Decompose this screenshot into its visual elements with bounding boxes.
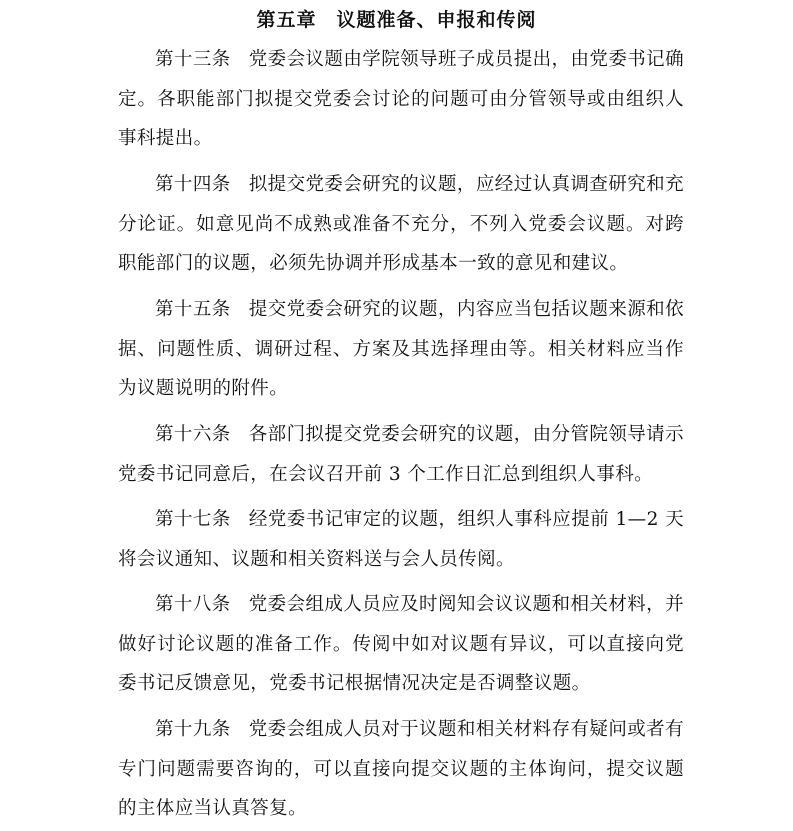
- article-number: 第十三条: [155, 49, 231, 70]
- article-text: 拟提交党委会研究的议题，应经过认真调查研究和充分论证。如意见尚不成熟或准备不充分，不列入党委会议题。对跨职能部门的议题，必须先协调并形成基本一致的意见和建议。: [118, 174, 685, 274]
- article-number: 第十八条: [155, 594, 231, 615]
- article-number: 第十七条: [155, 509, 231, 530]
- article-17: [118, 500, 684, 579]
- article-text: 党委会组成人员对于议题和相关材料存有疑问或者有专门问题需要咨询的，可以直接向提交议题的主体询问，提交议题的主体应当认真答复。: [118, 719, 685, 819]
- article-15: [118, 290, 684, 409]
- chapter-title: 第五章 议题准备、申报和传阅: [256, 9, 537, 31]
- article-number: 第十四条: [155, 174, 231, 195]
- article-19: [118, 710, 684, 829]
- article-text: 经党委书记审定的议题，组织人事科应提前 1—2 天将会议通知、议题和相关资料送与会人员传阅。: [118, 509, 684, 570]
- article-text: 党委会议题由学院领导班子成员提出，由党委书记确定。各职能部门拟提交党委会讨论的问题可由分管领导或由组织人事科提出。: [118, 49, 685, 149]
- article-text: 党委会组成人员应及时阅知会议议题和相关材料，并做好讨论议题的准备工作。传阅中如对议题有异议，可以直接向党委书记反馈意见，党委书记根据情况决定是否调整议题。: [118, 594, 685, 694]
- article-number: 第十九条: [155, 719, 231, 740]
- article-18: [118, 585, 684, 704]
- article-14: [118, 165, 684, 284]
- article-text: 各部门拟提交党委会研究的议题，由分管院领导请示党委书记同意后，在会议召开前 3 个工作日汇总到组织人事科。: [118, 424, 685, 485]
- article-text: 提交党委会研究的议题，内容应当包括议题来源和依据、问题性质、调研过程、方案及其选择理由等。相关材料应当作为议题说明的附件。: [118, 299, 685, 399]
- article-number: 第十六条: [155, 424, 231, 445]
- article-16: [118, 415, 684, 494]
- article-number: 第十五条: [155, 299, 231, 320]
- article-13: [118, 40, 684, 159]
